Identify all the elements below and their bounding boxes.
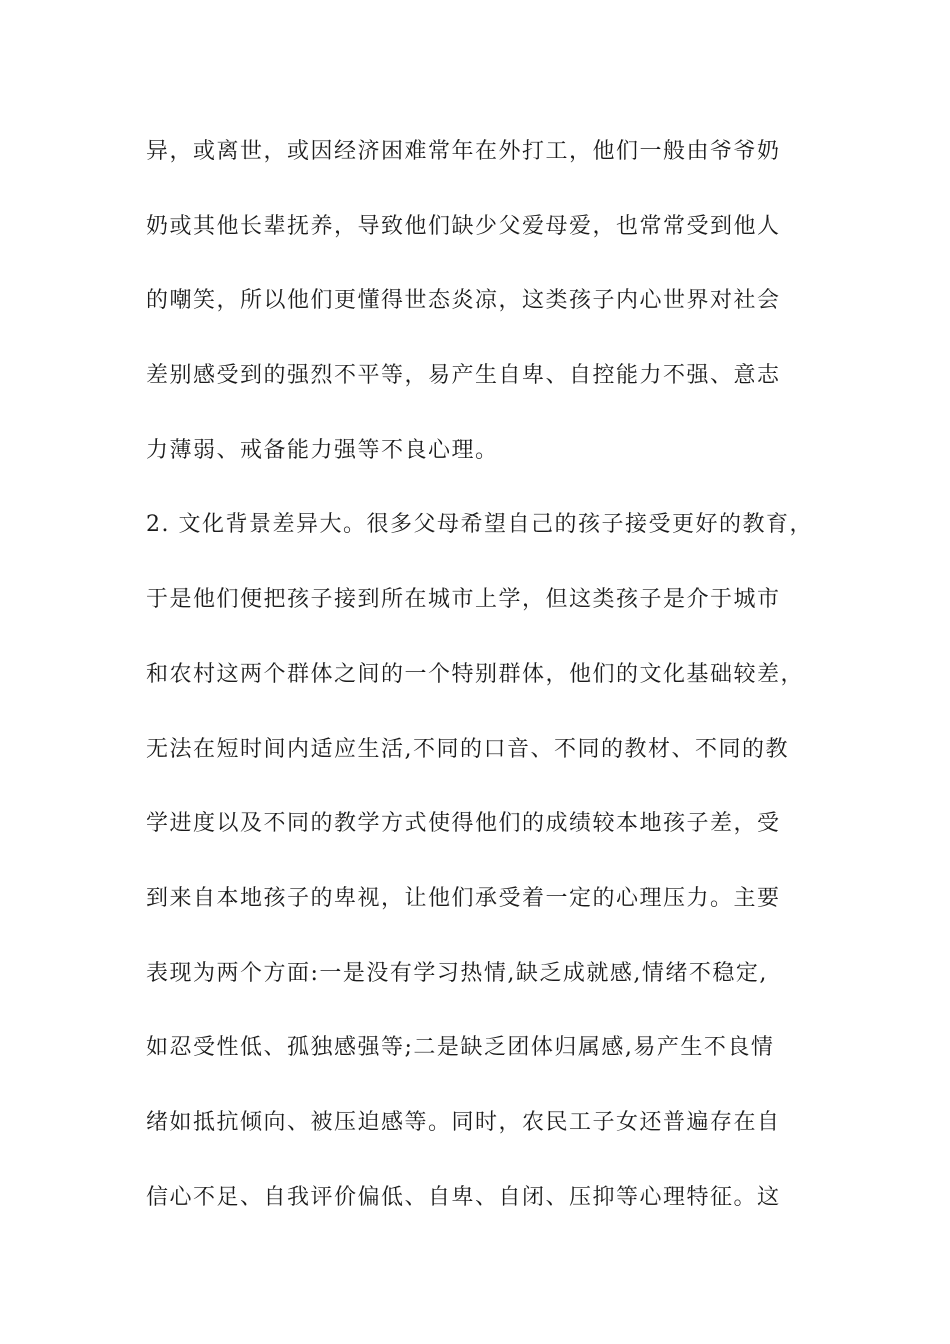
text-line: 差别感受到的强烈不平等，易产生自卑、自控能力不强、意志 bbox=[146, 363, 781, 389]
text-line: 的嘲笑，所以他们更懂得世态炎凉，这类孩子内心世界对社会 bbox=[146, 288, 781, 314]
text-line: 2. 文化背景差异大。很多父母希望自己的孩子接受更好的教育， bbox=[146, 512, 813, 538]
text-line: 学进度以及不同的教学方式使得他们的成绩较本地孩子差，受 bbox=[146, 811, 781, 837]
text-line: 如忍受性低、孤独感强等;二是缺乏团体归属感,易产生不良情 bbox=[146, 1035, 775, 1061]
body-text bbox=[146, 132, 826, 1252]
text-line: 力薄弱、戒备能力强等不良心理。 bbox=[146, 437, 499, 463]
text-line: 信心不足、自我评价偏低、自卑、自闭、压抑等心理特征。这 bbox=[146, 1184, 781, 1210]
text-line: 和农村这两个群体之间的一个特别群体，他们的文化基础较差， bbox=[146, 661, 805, 687]
text-line: 异，或离世，或因经济困难常年在外打工，他们一般由爷爷奶 bbox=[146, 139, 781, 164]
text-line: 于是他们便把孩子接到所在城市上学，但这类孩子是介于城市 bbox=[146, 587, 781, 613]
text-line: 无法在短时间内适应生活,不同的口音、不同的教材、不同的教 bbox=[146, 736, 789, 762]
text-line: 奶或其他长辈抚养，导致他们缺少父爱母爱，也常常受到他人 bbox=[146, 213, 781, 239]
text-line: 绪如抵抗倾向、被压迫感等。同时，农民工子女还普遍存在自 bbox=[146, 1109, 781, 1135]
text-line: 到来自本地孩子的卑视，让他们承受着一定的心理压力。主要 bbox=[146, 885, 781, 911]
text-line: 表现为两个方面:一是没有学习热情,缺乏成就感,情绪不稳定, bbox=[146, 960, 768, 986]
